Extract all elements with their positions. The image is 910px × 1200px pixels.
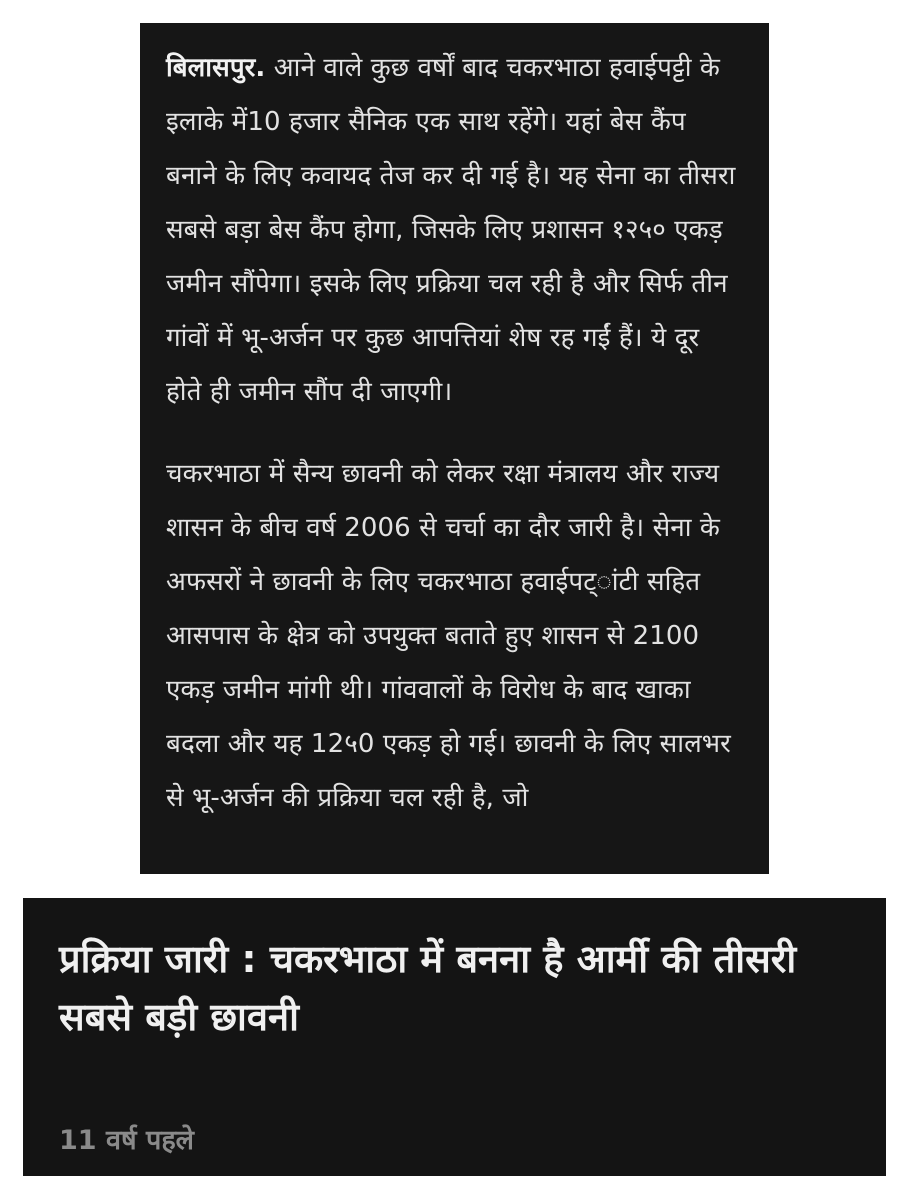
article-body-panel <box>140 23 769 874</box>
paragraph-2-text: चकरभाठा में सैन्य छावनी को लेकर रक्षा मंत्रालय और राज्य शासन के बीच वर्ष 2006 से चर्चा का दौर जारी है। सेना के अफसरों ने छावनी के लिए चकरभाठा हवाईपट्ांटी सहित आसपास के क्षेत्र को उपयुक्त बताते हुए शासन से 2100 एकड़ जमीन मांगी थी। गांववालों के विरोध के बाद खाका बदला और यह 12५0 एकड़ हो गई। छावनी के लिए सालभर से भू-अर्जन की प्रक्रिया चल रही है, जो <box>166 459 731 813</box>
publish-timestamp: 11 वर्ष पहले <box>59 1125 194 1156</box>
paragraph-1-text: आने वाले कुछ वर्षों बाद चकरभाठा हवाईपट्टी के इलाके में10 हजार सैनिक एक साथ रहेंगे। यहां बेस कैंप बनाने के लिए कवायद तेज कर दी गई है। यह सेना का तीसरा सबसे बड़ा बेस कैंप होगा, जिसके लिए प्रशासन १२५० एकड़ जमीन सौंपेगा। इसके लिए प्रक्रिया चल रही है और सिर्फ तीन गांवों में भू-अर्जन पर कुछ आपत्तियां शेष रह गईं हैं। ये दूर होते ही जमीन सौंप दी जाएगी। <box>166 53 736 407</box>
article-headline[interactable]: प्रक्रिया जारी : चकरभाठा में बनना है आर्मी की तीसरी सबसे बड़ी छावनी <box>59 937 797 1039</box>
headline-card[interactable] <box>23 898 886 1176</box>
article-paragraph-2 <box>166 447 743 825</box>
article-paragraph-1 <box>166 41 743 419</box>
dateline: बिलासपुर. <box>166 53 266 83</box>
